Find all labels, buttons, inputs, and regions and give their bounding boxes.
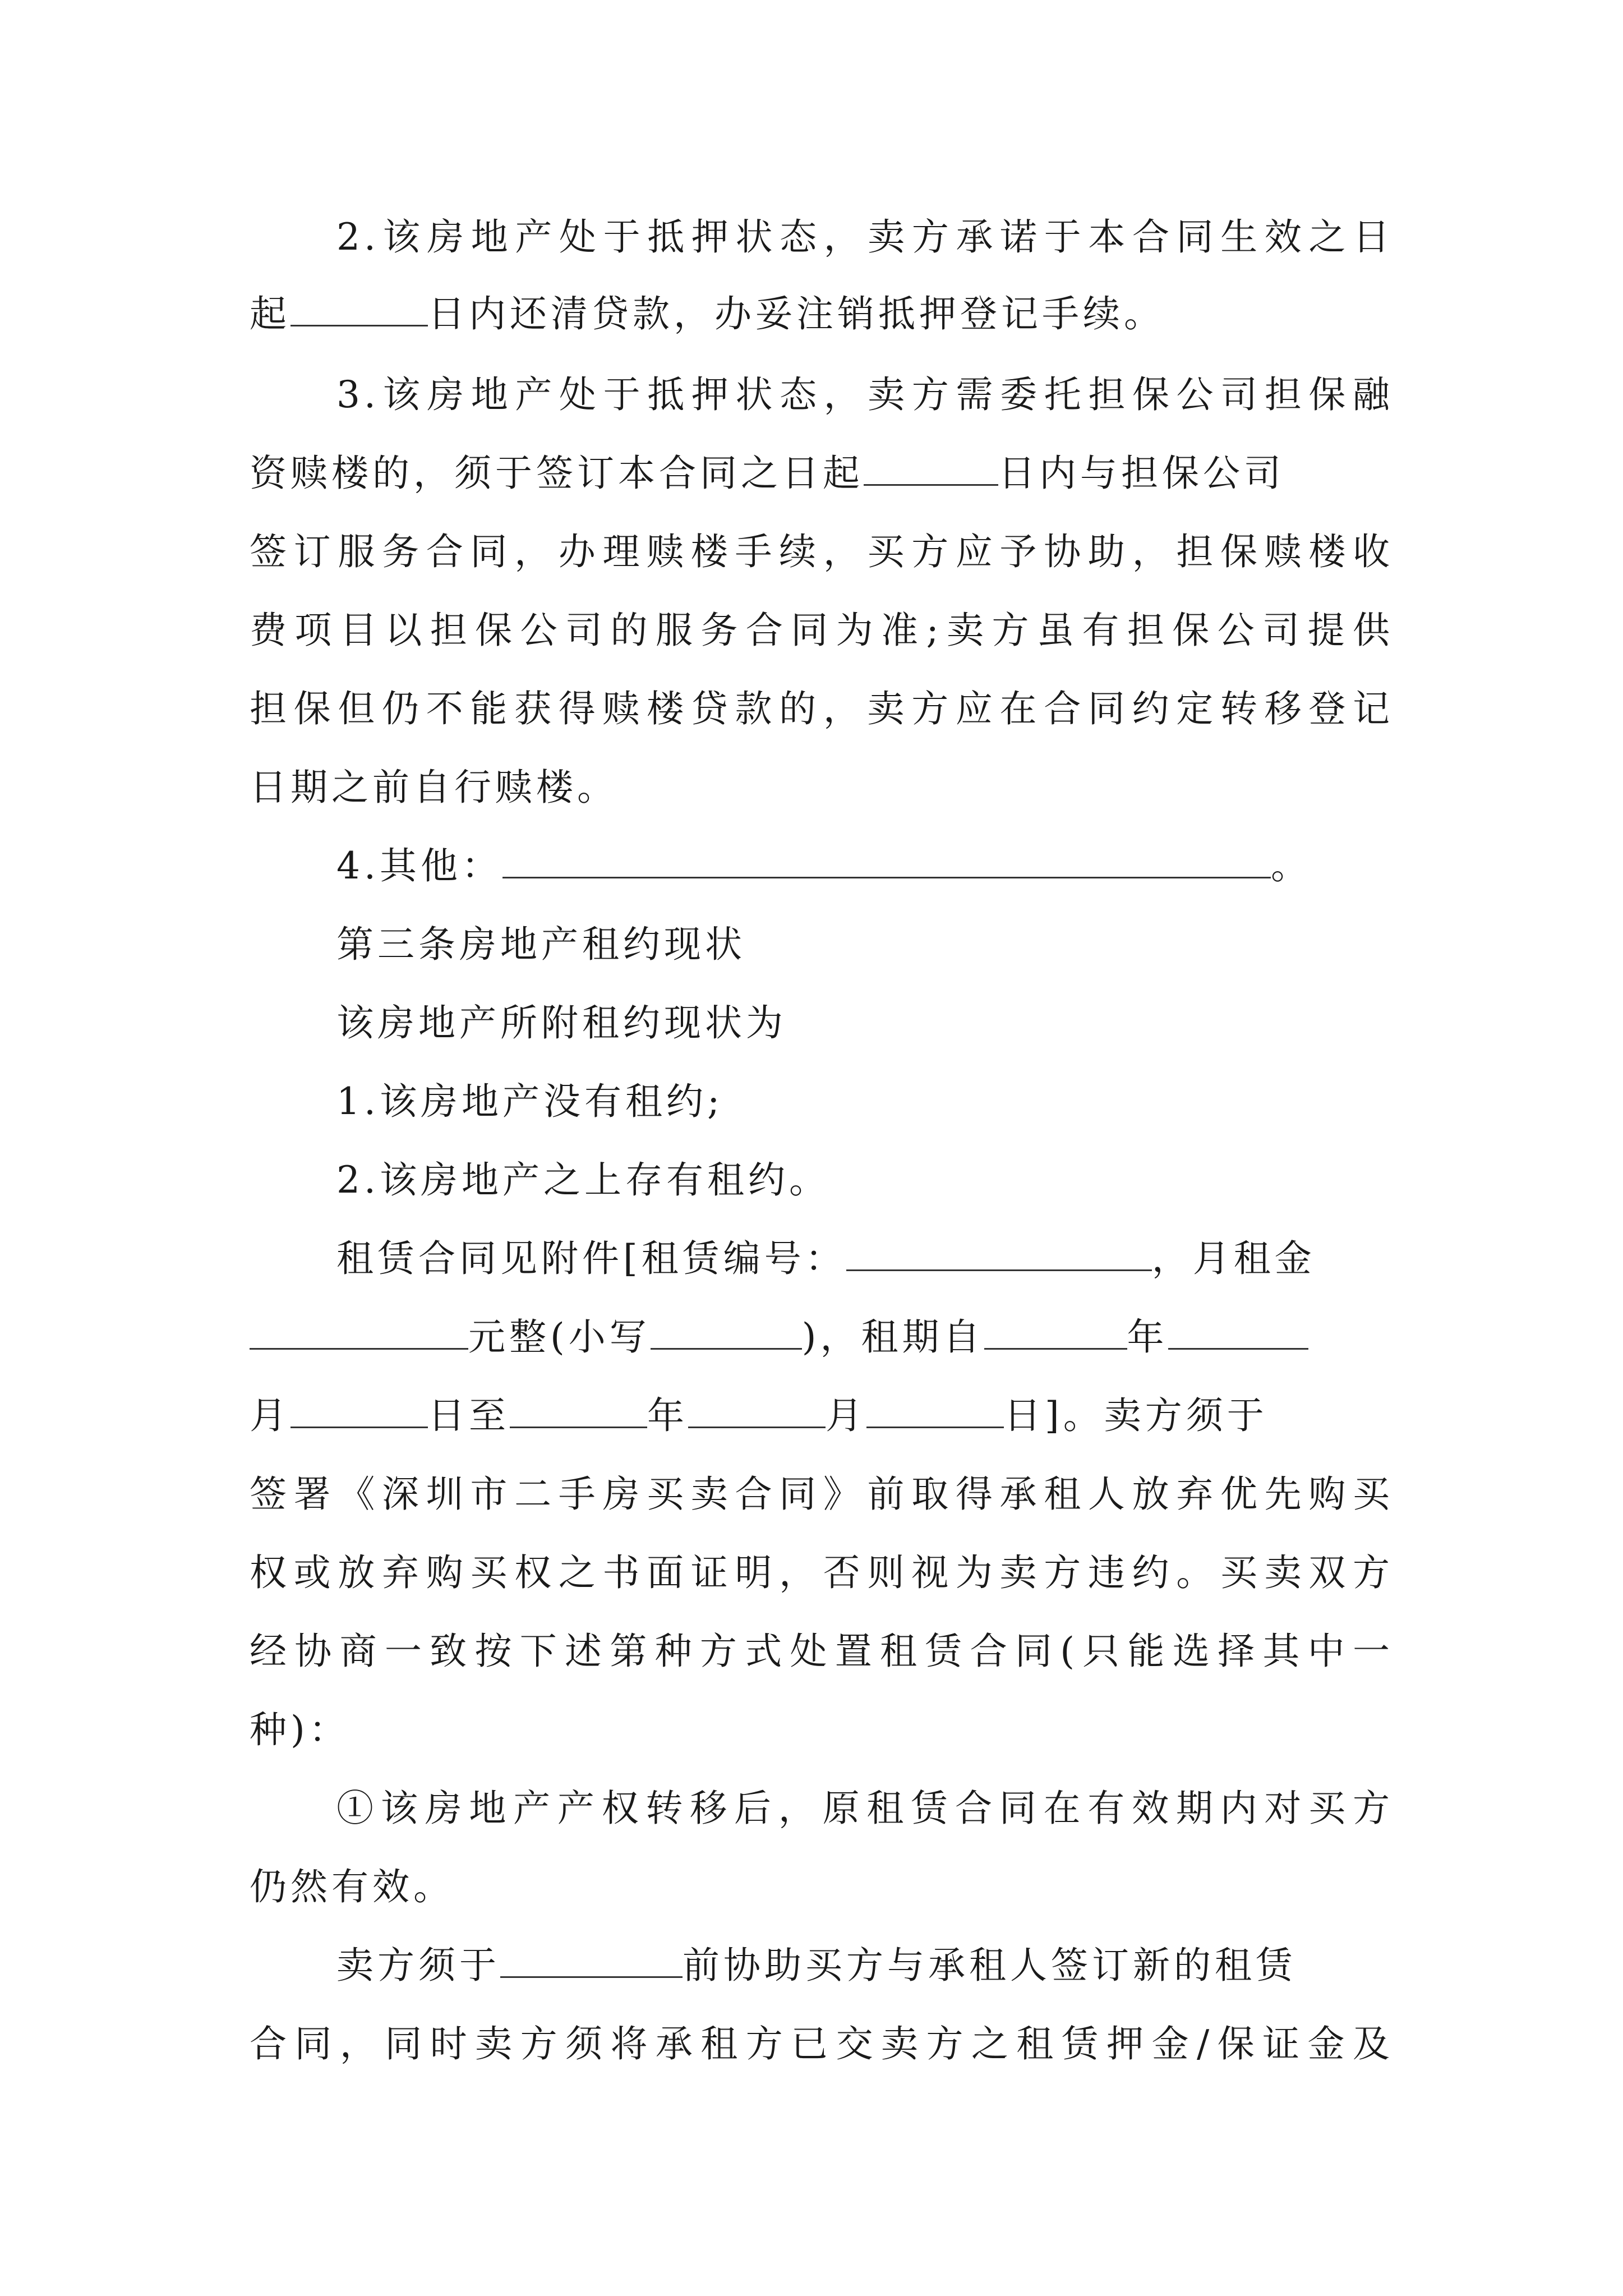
text-span: )，租期自 xyxy=(801,1315,984,1359)
fill-in-blank[interactable] xyxy=(864,450,998,486)
lease-line-1 xyxy=(336,1220,1394,1298)
article-3-item-1 xyxy=(336,1062,1481,1141)
clause-2-line-1 xyxy=(336,198,1394,277)
lease-line-2 xyxy=(250,1298,1394,1377)
fill-in-blank[interactable] xyxy=(291,1393,428,1428)
fill-in-blank[interactable] xyxy=(846,1236,1152,1271)
fill-in-blank[interactable] xyxy=(250,1314,468,1350)
text-span: 签署《深圳市二手房买卖合同》前取得承租人放弃优先购买 xyxy=(250,1473,1394,1516)
lease-line-7 xyxy=(250,1691,1394,1769)
lease-line-3 xyxy=(250,1377,1394,1455)
text-span: ，月租金 xyxy=(1151,1237,1316,1280)
text-span: 2.该房地产之上存有租约。 xyxy=(336,1158,830,1202)
fill-in-blank[interactable] xyxy=(651,1314,802,1350)
text-span: 权或放弃购买权之书面证明，否则视为卖方违约。买卖双方 xyxy=(250,1551,1394,1594)
clause-3-line-2 xyxy=(250,434,1394,513)
article-3-intro xyxy=(336,984,1481,1062)
fill-in-blank[interactable] xyxy=(984,1314,1127,1350)
text-span: 合同，同时卖方须将承租方已交卖方之租赁押金/保证金及 xyxy=(250,2022,1394,2065)
text-span: 起 xyxy=(250,292,291,335)
lease-line-5 xyxy=(250,1534,1394,1612)
lease-line-6 xyxy=(250,1612,1394,1691)
text-span: 签订服务合同，办理赎楼手续，买方应予协助，担保赎楼收 xyxy=(250,530,1394,573)
lease-line-4 xyxy=(250,1455,1394,1534)
text-span: 该房地产所附租约现状为 xyxy=(336,1001,787,1045)
clause-4-line-1 xyxy=(336,827,1481,905)
text-span: 。 xyxy=(1270,844,1312,887)
text-span: 担保但仍不能获得赎楼贷款的，卖方应在合同约定转移登记 xyxy=(250,687,1394,730)
clause-2-line-2 xyxy=(250,275,1394,353)
fill-in-blank[interactable] xyxy=(1168,1314,1308,1350)
fill-in-blank[interactable] xyxy=(291,291,428,326)
option-1-line-2 xyxy=(250,1848,1394,1926)
fill-in-blank[interactable] xyxy=(502,843,1271,878)
clause-3-line-3 xyxy=(250,513,1394,591)
fill-in-blank[interactable] xyxy=(688,1393,826,1428)
text-span: 3.该房地产处于抵押状态，卖方需委托担保公司担保融 xyxy=(336,373,1394,416)
option-1-line-1 xyxy=(336,1769,1394,1848)
text-span: 1.该房地产没有租约; xyxy=(336,1080,724,1123)
text-span: 种)： xyxy=(250,1708,350,1751)
article-3-title xyxy=(336,905,1481,984)
clause-3-line-5 xyxy=(250,670,1394,748)
text-span: 月 xyxy=(826,1394,866,1437)
text-span: 元整(小写 xyxy=(468,1315,651,1359)
text-span: 日]。卖方须于 xyxy=(1004,1394,1268,1437)
text-span: 前协助买方与承租人签订新的租赁 xyxy=(683,1944,1297,1987)
text-span: 经协商一致按下述第种方式处置租赁合同(只能选择其中一 xyxy=(250,1630,1394,1673)
text-span: ①该房地产产权转移后，原租赁合同在有效期内对买方 xyxy=(336,1787,1394,1830)
clause-3-line-6 xyxy=(250,748,1394,827)
text-span: 2.该房地产处于抵押状态，卖方承诺于本合同生效之日 xyxy=(336,215,1394,259)
text-span: 仍然有效。 xyxy=(250,1865,454,1908)
text-span: 日至 xyxy=(428,1394,510,1437)
text-span: 资赎楼的，须于签订本合同之日起 xyxy=(250,452,864,495)
text-span: 日内与担保公司 xyxy=(998,452,1285,495)
fill-in-blank[interactable] xyxy=(866,1393,1004,1428)
option-1b-line-2 xyxy=(250,2005,1394,2083)
text-span: 年 xyxy=(1127,1315,1168,1359)
text-span: 卖方须于 xyxy=(336,1944,500,1987)
text-span: 年 xyxy=(647,1394,688,1437)
clause-3-line-4 xyxy=(250,591,1394,670)
article-3-item-2 xyxy=(336,1141,1481,1220)
text-span: 租赁合同见附件[租赁编号： xyxy=(336,1237,846,1280)
text-span: 第三条房地产租约现状 xyxy=(336,923,746,966)
text-span: 4.其他： xyxy=(336,844,502,887)
text-span: 日期之前自行赎楼。 xyxy=(250,766,618,809)
option-1b-line-1 xyxy=(336,1926,1394,2005)
text-span: 日内还清贷款，办妥注销抵押登记手续。 xyxy=(428,292,1165,335)
fill-in-blank[interactable] xyxy=(510,1393,647,1428)
fill-in-blank[interactable] xyxy=(500,1943,683,1978)
text-span: 月 xyxy=(250,1394,291,1437)
text-span: 费项目以担保公司的服务合同为准;卖方虽有担保公司提供 xyxy=(250,609,1394,652)
clause-3-line-1 xyxy=(336,356,1394,434)
